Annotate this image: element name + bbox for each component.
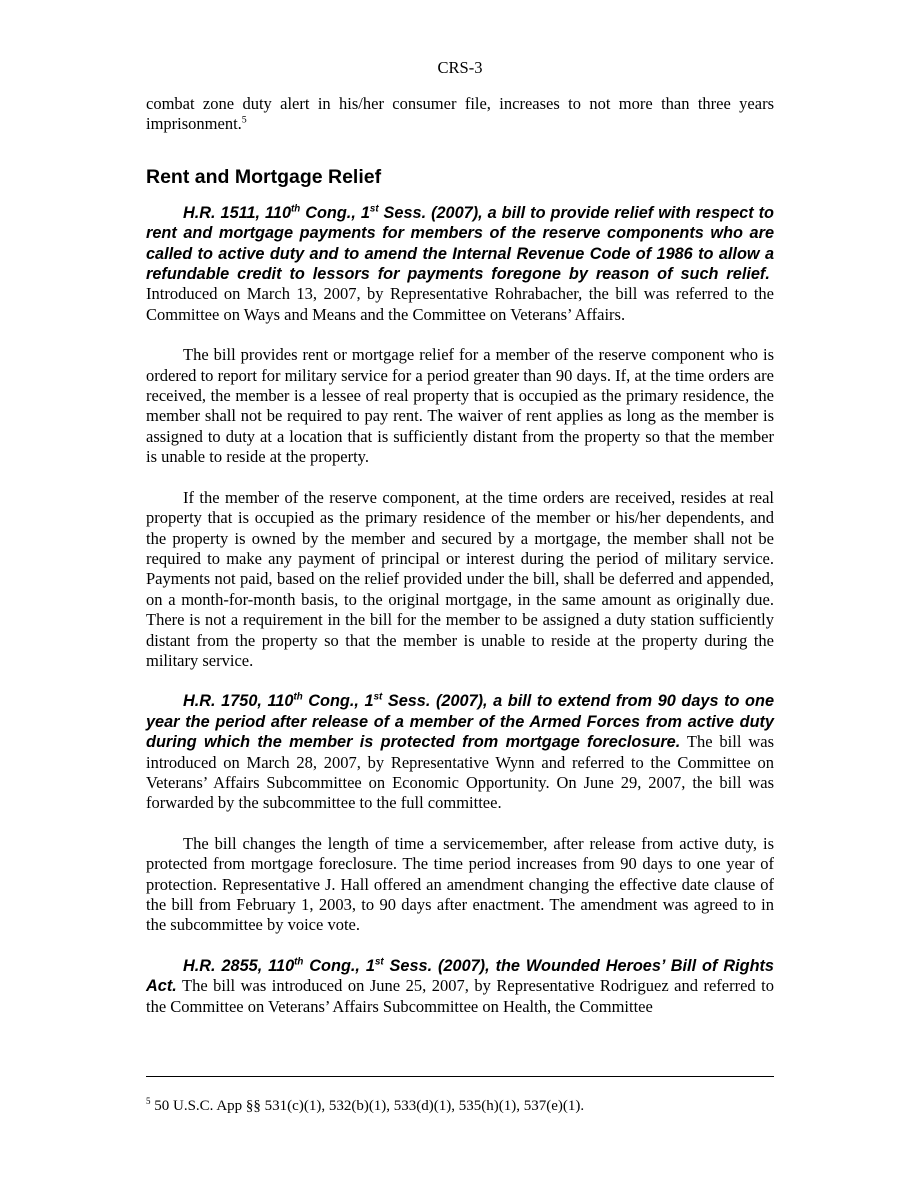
footnote [146, 1097, 774, 1116]
bill-entry-hr2855 [146, 956, 774, 1017]
page-number: CRS-3 [437, 58, 483, 77]
bill-paragraph: If the member of the reserve component, at the time orders are received, resides at real property that is occupied as the primary residence of the member or his/her dependents, and the property is owned by the member and secured by a mortgage, the member shall not be required to make any payment of principal or interest during the period of military service. Payments not paid, based on the relief provided under the bill, shall be deferred and appended, on a month-for-month basis, to the original mortgage, in the same amount as originally due. There is not a requirement in the bill for the member to be assigned a duty station sufficiently distant from the property so that the member is unable to reside at the property during the military service. [146, 487, 774, 670]
bill-paragraph: The bill changes the length of time a servicemember, after release from active duty, is protected from mortgage foreclosure. The time period increases from 90 days to one year of protection. Representative J. Hall offered an amendment changing the effective date clause of the bill from February 1, 2003, to 90 days after enactment. The amendment was agreed to in the subcommittee by voice vote. [146, 833, 774, 935]
bill-intro: Introduced on March 13, 2007, by Representative Rohrabacher, the bill was referred to the Committee on Ways and Means and the Committee on Veterans’ Affairs. [146, 284, 774, 324]
bill-paragraph: The bill provides rent or mortgage relief for a member of the reserve component who is ordered to report for military service for a period greater than 90 days. If, at the time orders are received, the member is a lessee of real property that is occupied as the primary residence, the member shall not be required to pay rent. The waiver of rent applies as long as the member is assigned to duty at a location that is sufficiently distant from the property so that the member is unable to reside at the property. [146, 345, 774, 467]
section-heading: Rent and Mortgage Relief [146, 165, 382, 188]
document-body [146, 94, 774, 1017]
footnote-reference: 5 [241, 114, 247, 126]
bill-intro: The bill was introduced on March 28, 2007, by Representative Wynn and referred to the Committee on Veterans’ Affairs Subcommittee on Economic Opportunity. On June 29, 2007, the bill was forwarded by the subcommittee to the full committee. [146, 732, 774, 813]
bill-intro: The bill was introduced on June 25, 2007, by Representative Rodriguez and referred to the Committee on Veterans’ Affairs Subcommittee on Health, the Committee [146, 976, 775, 1016]
bill-title: H.R. 1750, 110th Cong., 1st Sess. (2007), a bill to extend from 90 days to one year the period after release of a member of the Armed Forces from active duty during which the member is protected from mortgage foreclosure. [146, 691, 775, 752]
bill-entry-hr1750 [146, 691, 774, 813]
carryover-text: combat zone duty alert in his/her consumer file, increases to not more than three years imprisonment. [146, 94, 774, 134]
footnote-divider [146, 1076, 774, 1077]
footnote-text: 50 U.S.C. App §§ 531(c)(1), 532(b)(1), 533(d)(1), 535(h)(1), 537(e)(1). [154, 1098, 585, 1114]
bill-title: H.R. 1511, 110th Cong., 1st Sess. (2007), a bill to provide relief with respect to rent and mortgage payments for members of the reserve components who are called to active duty and to amend the Internal Revenue Code of 1986 to allow a refundable credit to lessors for payments foregone by reason of such relief. [146, 203, 774, 284]
carryover-paragraph [146, 94, 774, 135]
footnote-number: 5 [146, 1096, 151, 1106]
bill-title: H.R. 2855, 110th Cong., 1st Sess. (2007), the Wounded Heroes’ Bill of Rights Act. [146, 956, 774, 996]
bill-entry-hr1511 [146, 203, 774, 325]
